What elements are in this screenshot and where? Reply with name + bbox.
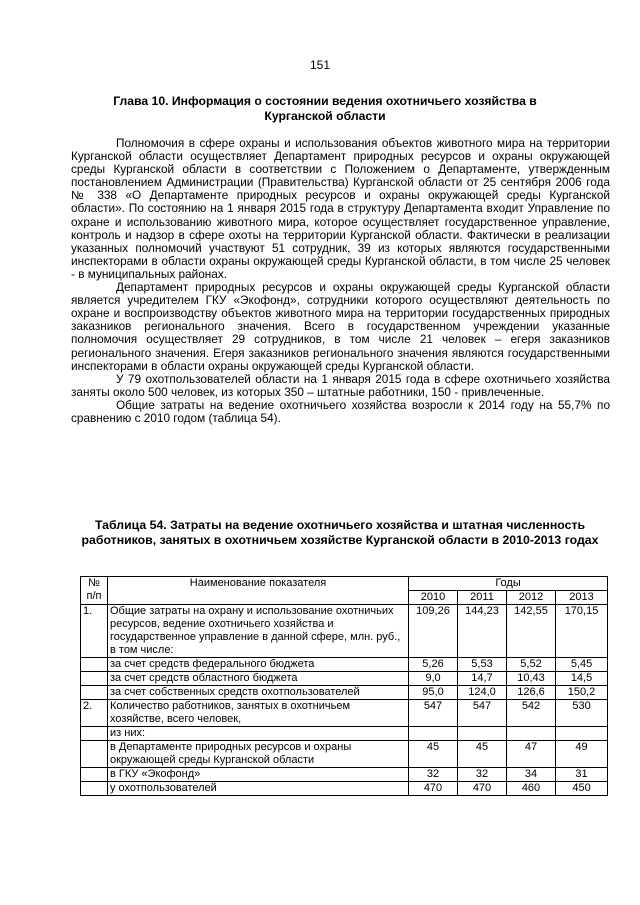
row-num	[81, 686, 108, 700]
table-row	[81, 727, 608, 741]
row-num	[81, 672, 108, 686]
cell-value: 32	[458, 768, 507, 782]
cell-value: 142,55	[507, 605, 556, 658]
header-year: 2013	[556, 591, 608, 605]
cell-value: 5,53	[458, 658, 507, 672]
cell-value: 49	[556, 741, 608, 768]
cell-value	[409, 727, 458, 741]
cell-value: 150,2	[556, 686, 608, 700]
cell-value: 5,45	[556, 658, 608, 672]
cell-value: 547	[458, 700, 507, 727]
cell-value: 32	[409, 768, 458, 782]
table-header-row	[81, 577, 608, 591]
table-row	[81, 768, 608, 782]
cell-value: 530	[556, 700, 608, 727]
row-num	[81, 727, 108, 741]
table-row	[81, 782, 608, 796]
cell-value: 460	[507, 782, 556, 796]
header-num: № п/п	[81, 577, 108, 605]
table-row	[81, 686, 608, 700]
cell-value: 470	[458, 782, 507, 796]
cell-value: 450	[556, 782, 608, 796]
row-num	[81, 741, 108, 768]
cell-value: 126,6	[507, 686, 556, 700]
paragraph: У 79 охотпользователей области на 1 января 2015 года в сфере охотничьего хозяйства заняты около 500 человек, из которых 350 – штатные работники, 150 - привлеченные.	[71, 371, 610, 399]
row-name: за счет средств федерального бюджета	[108, 658, 409, 672]
cell-value	[507, 727, 556, 741]
cell-value: 5,52	[507, 658, 556, 672]
row-name: в Департаменте природных ресурсов и охраны окружающей среды Курганской области	[108, 741, 409, 768]
row-name: за счет средств областного бюджета	[108, 672, 409, 686]
row-num: 2.	[81, 700, 108, 727]
cell-value: 470	[409, 782, 458, 796]
row-num	[81, 658, 108, 672]
cell-value: 45	[409, 741, 458, 768]
table-row	[81, 672, 608, 686]
cell-value: 31	[556, 768, 608, 782]
row-name: Количество работников, занятых в охотничьем хозяйстве, всего человек,	[108, 700, 409, 727]
cell-value: 45	[458, 741, 507, 768]
row-name: из них:	[108, 727, 409, 741]
cell-value: 144,23	[458, 605, 507, 658]
cell-value: 170,15	[556, 605, 608, 658]
cell-value: 542	[507, 700, 556, 727]
table-title: Таблица 54. Затраты на ведение охотничьего хозяйства и штатная численность работников, занятых в охотничьем хозяйстве Курганской области в 2010-2013 годах	[81, 518, 599, 547]
cell-value: 95,0	[409, 686, 458, 700]
header-year: 2012	[507, 591, 556, 605]
row-name: у охотпользователей	[108, 782, 409, 796]
table-row	[81, 700, 608, 727]
row-num	[81, 768, 108, 782]
body-text	[71, 137, 610, 425]
page-number: 151	[309, 58, 331, 72]
cell-value	[556, 727, 608, 741]
paragraph: Полномочия в сфере охраны и использования объектов животного мира на территории Курганской области осуществляет Департамент природных ресурсов и охраны окружающей среды Курганской области в соответствии с Положением о Департаменте, утвержденным постановлением Администрации (Правительства) Курганской области от 25 сентября 2006 года № 338 «О Департаменте природных ресурсов и охраны окружающей среды Курганской области». По состоянию на 1 января 2015 года в структуру Департамента входит Управление по охране и использованию животного мира, которое осуществляет государственное управление, контроль и надзор в сфере охоты на территории Курганской области. Фактически в реализации указанных полномочий участвуют 51 сотрудник, 39 из которых являются государственными инспекторами в области охраны окружающей среды Курганской области, в том числе 25 человек - в муниципальных районах.	[71, 136, 610, 281]
cell-value: 109,26	[409, 605, 458, 658]
cell-value: 9,0	[409, 672, 458, 686]
expenses-table	[80, 576, 608, 796]
header-year: 2010	[409, 591, 458, 605]
header-year: 2011	[458, 591, 507, 605]
table-row	[81, 658, 608, 672]
cell-value: 47	[507, 741, 556, 768]
header-name: Наименование показателя	[108, 577, 409, 605]
row-name: в ГКУ «Экофонд»	[108, 768, 409, 782]
cell-value: 547	[409, 700, 458, 727]
table-row	[81, 605, 608, 658]
cell-value	[458, 727, 507, 741]
cell-value: 14,5	[556, 672, 608, 686]
row-num	[81, 782, 108, 796]
cell-value: 10,43	[507, 672, 556, 686]
row-num: 1.	[81, 605, 108, 658]
cell-value: 5,26	[409, 658, 458, 672]
header-years: Годы	[409, 577, 608, 591]
paragraph: Департамент природных ресурсов и охраны окружающей среды Курганской области является учредителем ГКУ «Экофонд», сотрудники которого осуществляют деятельность по охране и воспроизводству объектов животного мира на территории государственных природных заказников регионального значения. Всего в государственном учреждении указанные полномочия осуществляет 29 сотрудников, в том числе 21 человек – егеря заказников регионального значения. Егеря заказников регионального значения являются государственными инспекторами в области охраны окружающей среды Курганской области.	[71, 280, 610, 373]
cell-value: 14,7	[458, 672, 507, 686]
row-name: Общие затраты на охрану и использование охотничьих ресурсов, ведение охотничьего хозяйства и государственное управление в данной сфере, млн. руб., в том числе:	[108, 605, 409, 658]
cell-value: 124,0	[458, 686, 507, 700]
paragraph: Общие затраты на ведение охотничьего хозяйства возросли к 2014 году на 55,7% по сравнению с 2010 годом (таблица 54).	[71, 397, 610, 425]
cell-value: 34	[507, 768, 556, 782]
chapter-title: Глава 10. Информация о состоянии ведения охотничьего хозяйства в Курганской области	[113, 94, 537, 123]
row-name: за счет собственных средств охотпользователей	[108, 686, 409, 700]
table-row	[81, 741, 608, 768]
